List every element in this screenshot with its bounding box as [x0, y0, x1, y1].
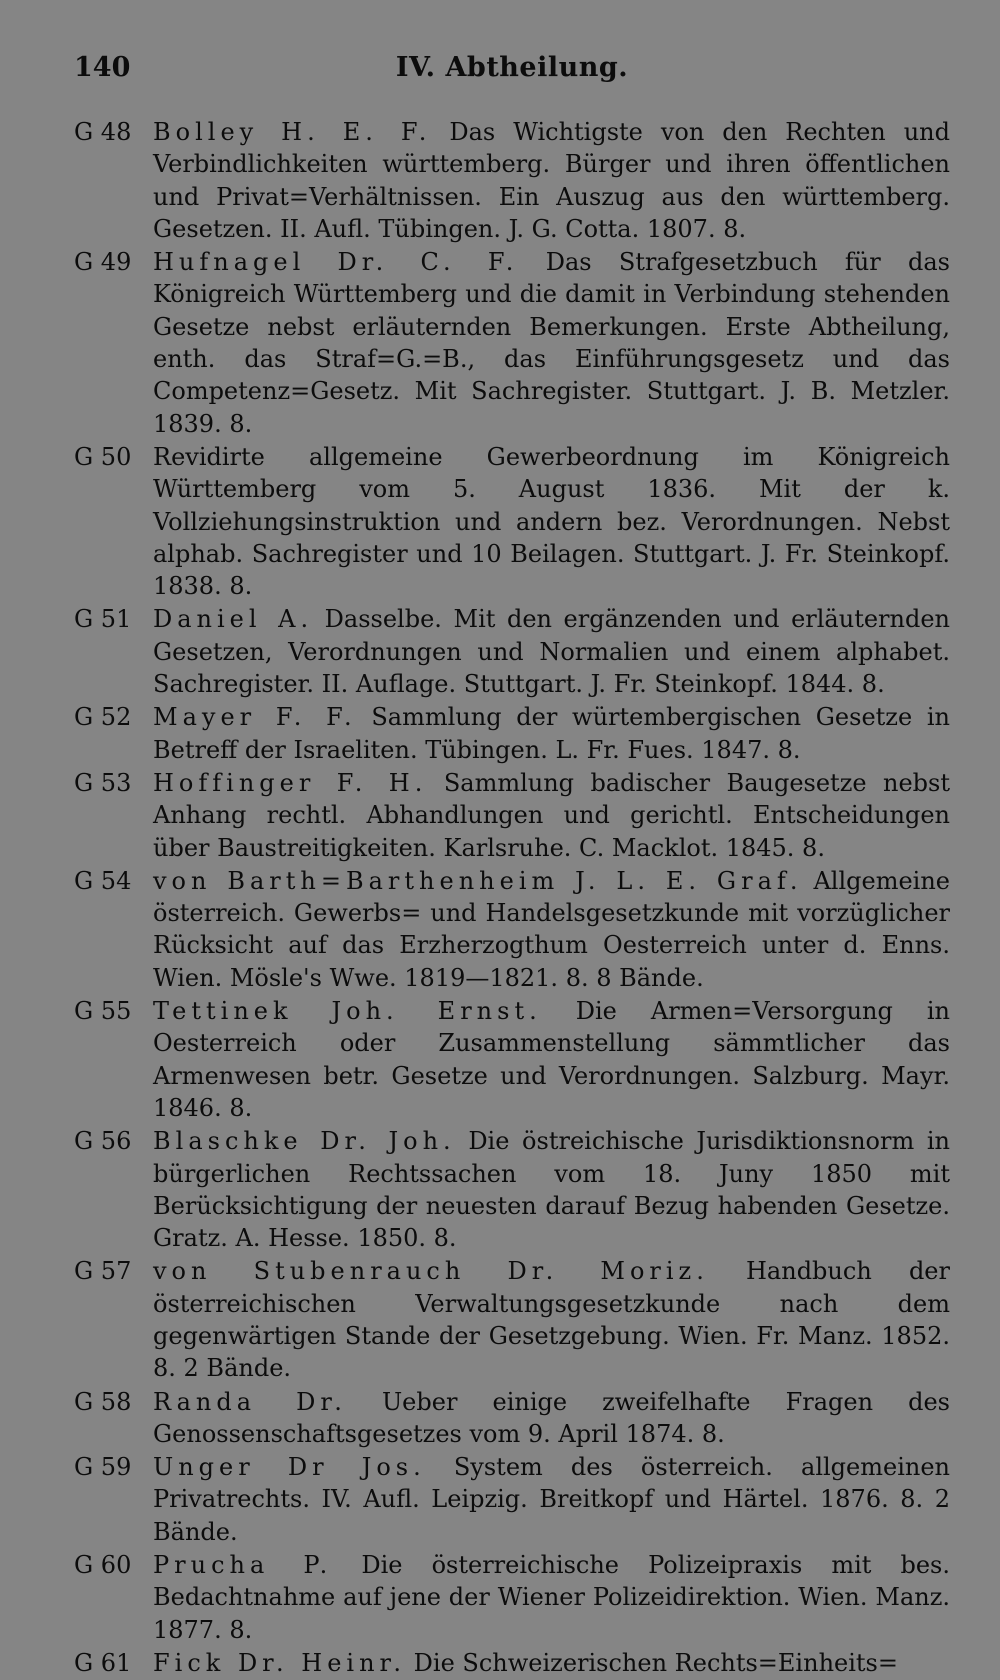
entry-g49	[74, 246, 950, 440]
entry-body	[153, 865, 950, 994]
entry-body	[153, 1255, 950, 1384]
entry-body	[153, 441, 950, 602]
entry-body	[153, 1386, 950, 1451]
entry-author: Tettinek Joh. Ernst.	[153, 997, 542, 1026]
entry-id: G 50	[74, 442, 132, 471]
entry-description: Das Strafgesetzbuch für das Königreich Württemberg und die damit in Verbindung stehenden Gesetze nebst erläuternden Bemerkungen. Erste Abtheilung, enth. das Straf=G.=B., das Einführungsgesetz und das Competenz=Gesetz. Mit Sachregister. Stuttgart. J. B. Metzler. 1839. 8.	[153, 248, 950, 438]
entry-author: Mayer F. F.	[153, 703, 357, 732]
entry-g53	[74, 767, 950, 864]
entry-author: Fick Dr. Heinr.	[153, 1648, 407, 1677]
entry-body	[153, 116, 950, 245]
entry-g52	[74, 701, 950, 766]
entry-description: Allgemeine österreich. Gewerbs= und Handelsgesetzkunde mit vorzüglicher Rücksicht auf das Erzherzogthum Oesterreich unter d. Enns. Wien. Mösle's Wwe. 1819—1821. 8. 8 Bände.	[153, 866, 950, 992]
page-number: 140	[74, 52, 131, 83]
section-title: IV. Abtheilung.	[395, 52, 629, 83]
entry-g56	[74, 1125, 950, 1254]
entry-body	[153, 246, 950, 440]
entry-body	[153, 1125, 950, 1254]
entry-id: G 54	[74, 866, 132, 895]
entry-description: Sammlung der würtembergischen Gesetze in Betreff der Israeliten. Tübingen. L. Fr. Fues. 1847. 8.	[153, 703, 950, 764]
entry-description: System des österreich. allgemeinen Privatrechts. IV. Aufl. Leipzig. Breitkopf und Härtel. 1876. 8. 2 Bände.	[153, 1453, 950, 1546]
entry-g54	[74, 865, 950, 994]
entry-description: Die österreichische Polizeipraxis mit bes. Bedachtnahme auf jene der Wiener Polizeidirektion. Wien. Manz. 1877. 8.	[153, 1551, 951, 1644]
entry-body	[153, 701, 950, 766]
entry-author: Hoffinger F. H.	[153, 768, 428, 797]
bibliography-list	[74, 116, 950, 1680]
entry-id: G 57	[74, 1257, 132, 1286]
entry-author: Blaschke Dr. Joh.	[153, 1127, 456, 1156]
entry-id: G 52	[74, 703, 132, 732]
entry-id: G 55	[74, 997, 132, 1026]
entry-body	[153, 603, 950, 700]
entry-id: G 58	[74, 1387, 132, 1416]
entry-author: von Barth=Barthenheim J. L. E. Graf.	[153, 866, 803, 895]
entry-author: Randa Dr.	[153, 1387, 347, 1416]
entry-id: G 59	[74, 1453, 132, 1482]
entry-g58	[74, 1386, 950, 1451]
entry-body	[153, 995, 950, 1124]
entry-description: Die östreichische Jurisdiktionsnorm in bürgerlichen Rechtssachen vom 18. Juny 1850 mit Berücksichtigung der neuesten darauf Bezug habenden Gesetze. Gratz. A. Hesse. 1850. 8.	[153, 1127, 950, 1253]
entry-g51	[74, 603, 950, 700]
entry-id: G 61	[74, 1648, 132, 1677]
entry-id: G 49	[74, 248, 132, 277]
entry-id: G 51	[74, 605, 132, 634]
entry-description: Handbuch der österreichischen Verwaltungsgesetzkunde nach dem gegenwärtigen Stande der Gesetzgebung. Wien. Fr. Manz. 1852. 8. 2 Bände.	[153, 1257, 950, 1383]
entry-author: Prucha P.	[153, 1551, 333, 1580]
entry-description: Das Wichtigste von den Rechten und Verbindlichkeiten württemberg. Bürger und ihren öffentlichen und Privat=Verhältnissen. Ein Auszug aus den württemberg. Gesetzen. II. Aufl. Tübingen. J. G. Cotta. 1807. 8.	[153, 118, 950, 243]
entry-author: Unger Dr Jos.	[153, 1453, 426, 1482]
entry-body	[153, 1647, 950, 1679]
entry-author: Daniel A.	[153, 605, 314, 634]
entry-g55	[74, 995, 950, 1124]
entry-author: Bolley H. E. F.	[153, 118, 432, 146]
entry-g57	[74, 1255, 950, 1384]
entry-author: von Stubenrauch Dr. Moriz.	[153, 1257, 709, 1286]
page-header	[74, 52, 950, 92]
entry-id: G 60	[74, 1551, 132, 1580]
entry-description: Sammlung badischer Baugesetze nebst Anhang rechtl. Abhandlungen und gerichtl. Entscheidungen über Baustreitigkeiten. Karlsruhe. C. Macklot. 1845. 8.	[153, 768, 950, 862]
entry-body	[153, 767, 950, 864]
entry-id: G 53	[74, 768, 132, 797]
entry-g48	[74, 116, 950, 245]
entry-g60	[74, 1549, 950, 1646]
entry-description: Ueber einige zweifelhafte Fragen des Genossenschaftsgesetzes vom 9. April 1874. 8.	[153, 1387, 950, 1448]
entry-id: G 48	[74, 118, 132, 146]
entry-description: Revidirte allgemeine Gewerbeordnung im Königreich Württemberg vom 5. August 1836. Mit der k. Vollziehungsinstruktion und andern bez. Verordnungen. Nebst alphab. Sachregister und 10 Beilagen. Stuttgart. J. Fr. Steinkopf. 1838. 8.	[153, 442, 950, 601]
entry-g59	[74, 1451, 950, 1548]
entry-body	[153, 1451, 950, 1548]
entry-g50	[74, 441, 950, 602]
entry-description: Die Schweizerischen Rechts=Einheits=	[413, 1648, 898, 1677]
entry-body	[153, 1549, 950, 1646]
entry-description: Dasselbe. Mit den ergänzenden und erläuternden Gesetzen, Verordnungen und Normalien und einem alphabet. Sachregister. II. Auflage. Stuttgart. J. Fr. Steinkopf. 1844. 8.	[153, 605, 950, 699]
entry-description: Die Armen=Versorgung in Oesterreich oder Zusammenstellung sämmtlicher das Armenwesen betr. Gesetze und Verordnungen. Salzburg. Mayr. 1846. 8.	[153, 997, 951, 1122]
entry-author: Hufnagel Dr. C. F.	[153, 248, 519, 277]
entry-g61	[74, 1647, 950, 1679]
entry-id: G 56	[74, 1127, 132, 1156]
